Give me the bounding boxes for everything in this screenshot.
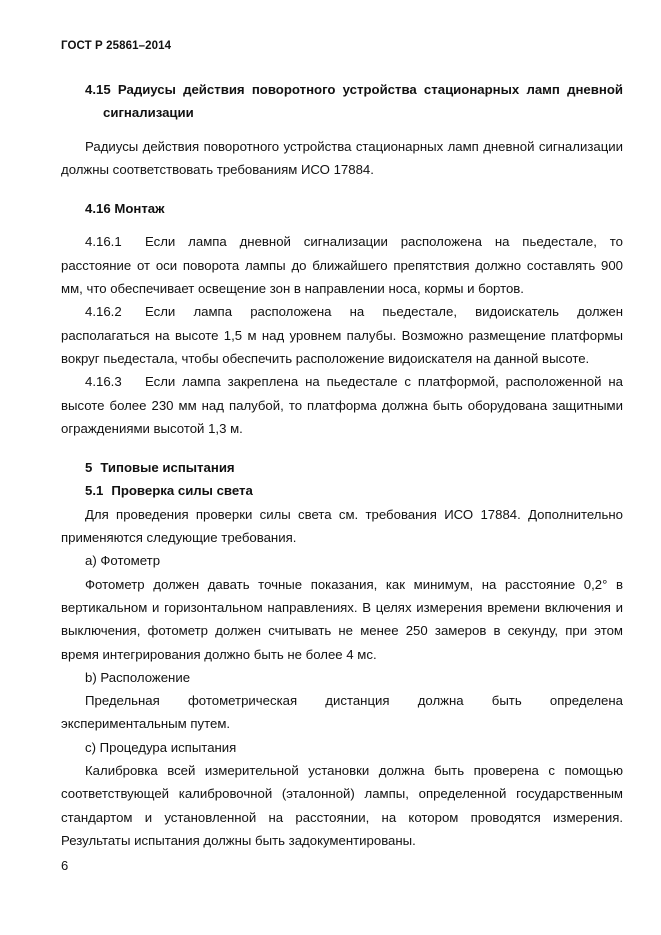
clause-4-16-3 — [61, 370, 623, 440]
item-c-text: Калибровка всей измерительной установки должна быть проверена с помощью соответствующей калибровочной (эталонной) лампы, определенной государственным стандартом и установленной на расстоянии, на котором проводятся измерения. Результаты испытания должны быть задокументированы. — [61, 763, 623, 848]
section-5-heading — [61, 456, 623, 479]
section-5-1-heading — [61, 479, 623, 502]
document-body — [61, 78, 623, 852]
clause-number: 4.16.1 — [85, 234, 122, 250]
clause-4-16-2 — [61, 300, 623, 370]
clause-4-16-1 — [61, 230, 623, 300]
page-number: 6 — [61, 858, 69, 873]
document-header: ГОСТ Р 25861–2014 — [61, 40, 172, 52]
section-5-1-intro: Для проведения проверки силы света см. требования ИСО 17884. Дополнительно применяются следующие требования. — [61, 506, 623, 546]
section-number: 5 — [85, 460, 93, 476]
section-title: Проверка силы света — [111, 483, 253, 499]
clause-text: Если лампа дневной сигнализации расположена на пьедестале, то расстояние от оси поворота лампы до ближайшего препятствия должно составлять 900 мм, что обеспечивает освещение зон в направлении носа, кормы и бортов. — [61, 234, 623, 297]
clause-text: Если лампа закреплена на пьедестале с платформой, расположенной на высоте более 230 мм над палубой, то платформа должна быть оборудована защитными ограждениями высотой 1,3 м. — [61, 374, 623, 436]
clause-number: 4.16.2 — [85, 304, 122, 320]
item-b-text: Предельная фотометрическая дистанция должна быть определена экспериментальным путем. — [61, 693, 623, 732]
section-4-16-heading: 4.16 Монтаж — [85, 201, 165, 217]
clause-number: 4.16.3 — [85, 374, 122, 390]
item-b-label: b) Расположение — [85, 669, 191, 685]
section-title: Типовые испытания — [100, 460, 235, 476]
item-c-label: c) Процедура испытания — [85, 739, 237, 755]
item-a-text: Фотометр должен давать точные показания, как минимум, на расстояние 0,2° в вертикальном и горизонтальном направлениях. В целях измерения времени включения и выключения, фотометр должен считывать не менее 250 замеров в секунду, при этом время интегрирования должно быть не более 4 мс. — [61, 576, 623, 662]
section-4-15-heading: 4.15 Радиусы действия поворотного устройства стационарных ламп дневной сигнализации — [85, 82, 623, 121]
item-a-label: a) Фотометр — [85, 553, 161, 569]
clause-text: Если лампа расположена на пьедестале, видоискатель должен располагаться на высоте 1,5 м над уровнем палубы. Возможно размещение платформы вокруг пьедестала, чтобы обеспечить расположение видоискателя на данной высоте. — [61, 304, 623, 366]
section-number: 5.1 — [85, 483, 104, 499]
section-4-15-text: Радиусы действия поворотного устройства стационарных ламп дневной сигнализации должны соответствовать требованиям ИСО 17884. — [61, 138, 623, 177]
